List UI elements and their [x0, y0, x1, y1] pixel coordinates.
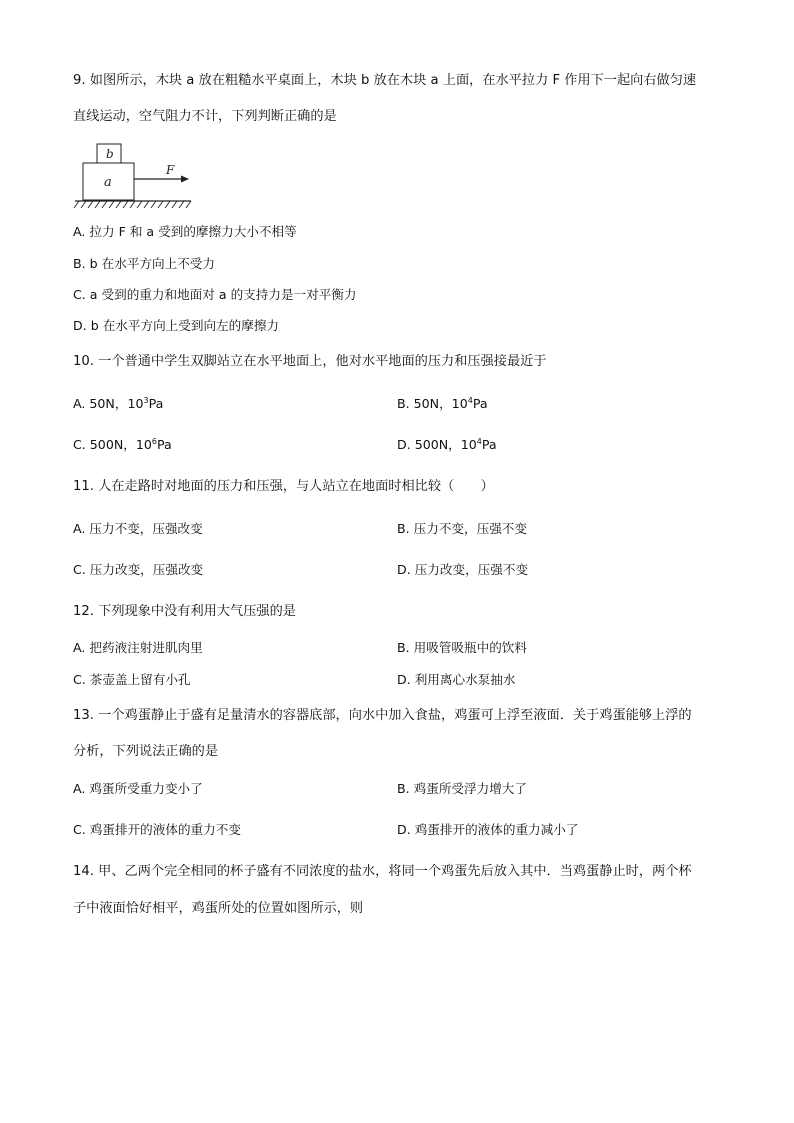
- q11-option-d[interactable]: D. 压力改变，压强不变: [397, 562, 529, 577]
- q13-stem-line2: 分析，下列说法正确的是: [73, 744, 219, 759]
- q11-option-c[interactable]: C. 压力改变，压强改变: [73, 562, 204, 577]
- q12-stem: 12. 下列现象中没有利用大气压强的是: [73, 604, 296, 619]
- q9-option-c[interactable]: C. a 受到的重力和地面对 a 的支持力是一对平衡力: [73, 287, 357, 302]
- q13-option-b[interactable]: B. 鸡蛋所受浮力增大了: [397, 781, 527, 796]
- q13-option-c[interactable]: C. 鸡蛋排开的液体的重力不变: [73, 822, 241, 837]
- q9-figure: [73, 140, 203, 212]
- q11-option-a[interactable]: A. 压力不变，压强改变: [73, 521, 203, 536]
- block-a-label: a: [104, 175, 112, 190]
- q13-option-a[interactable]: A. 鸡蛋所受重力变小了: [73, 781, 203, 796]
- unit: Pa: [472, 396, 488, 411]
- q12-option-a[interactable]: A. 把药液注射进肌肉里: [73, 640, 203, 655]
- ground-hatching: [74, 201, 191, 208]
- q9-option-d[interactable]: D. b 在水平方向上受到向左的摩擦力: [73, 318, 280, 333]
- force-arrowhead: [181, 176, 189, 183]
- force-label: F: [166, 163, 175, 177]
- exponent: 4: [476, 437, 482, 446]
- q14-stem-line1: 14. 甲、乙两个完全相同的杯子盛有不同浓度的盐水，将同一个鸡蛋先后放入其中．当鸡蛋静止时，两个杯: [73, 864, 692, 879]
- option-text: B. 50N，10: [397, 396, 468, 411]
- q9-option-a[interactable]: A. 拉力 F 和 a 受到的摩擦力大小不相等: [73, 224, 297, 239]
- exponent: 3: [143, 396, 149, 405]
- q12-option-c[interactable]: C. 茶壶盖上留有小孔: [73, 672, 191, 687]
- option-text: A. 50N，10: [73, 396, 144, 411]
- q9-option-b[interactable]: B. b 在水平方向上不受力: [73, 256, 215, 271]
- q12-option-b[interactable]: B. 用吸管吸瓶中的饮料: [397, 640, 527, 655]
- q11-stem: 11. 人在走路时对地面的压力和压强，与人站立在地面时相比较（ ）: [73, 479, 494, 494]
- option-text: D. 500N，10: [397, 437, 477, 452]
- q11-option-b[interactable]: B. 压力不变，压强不变: [397, 521, 527, 536]
- q9-stem-line1: 9. 如图所示，木块 a 放在粗糙水平桌面上，木块 b 放在木块 a 上面，在水平拉力 F 作用下一起向右做匀速: [73, 73, 697, 88]
- exponent: 6: [151, 437, 157, 446]
- q10-option-b[interactable]: [397, 395, 488, 413]
- block-b-label: b: [106, 147, 114, 161]
- q10-stem: 10. 一个普通中学生双脚站立在水平地面上，他对水平地面的压力和压强接最近于: [73, 354, 547, 369]
- unit: Pa: [481, 437, 497, 452]
- exponent: 4: [467, 396, 473, 405]
- q10-option-a[interactable]: [73, 395, 163, 413]
- q12-option-d[interactable]: D. 利用离心水泵抽水: [397, 672, 516, 687]
- q14-stem-line2: 子中液面恰好相平，鸡蛋所处的位置如图所示，则: [73, 901, 364, 916]
- option-text: C. 500N，10: [73, 437, 152, 452]
- q10-option-c[interactable]: [73, 436, 172, 454]
- q13-option-d[interactable]: D. 鸡蛋排开的液体的重力减小了: [397, 822, 579, 837]
- q10-option-d[interactable]: [397, 436, 497, 454]
- unit: Pa: [148, 396, 164, 411]
- q9-stem-line2: 直线运动，空气阻力不计，下列判断正确的是: [73, 109, 337, 124]
- unit: Pa: [156, 437, 172, 452]
- q13-stem-line1: 13. 一个鸡蛋静止于盛有足量清水的容器底部，向水中加入食盐，鸡蛋可上浮至液面．关于鸡蛋能够上浮的: [73, 708, 692, 723]
